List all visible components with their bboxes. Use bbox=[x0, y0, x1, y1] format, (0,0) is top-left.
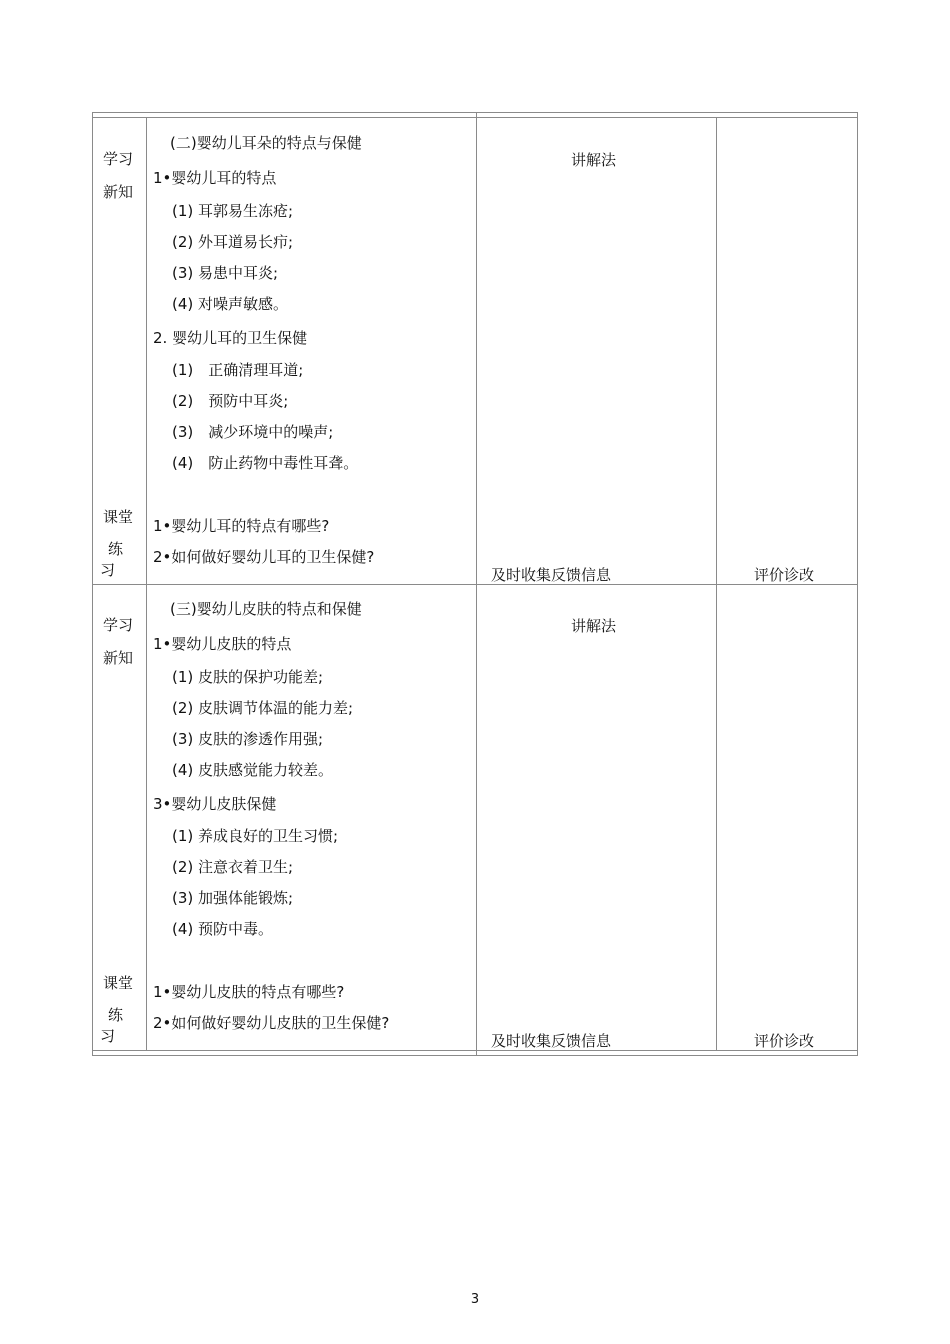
exercise-question: 1•婴幼儿耳的特点有哪些? bbox=[153, 517, 330, 535]
label-study-1: 学习 bbox=[103, 150, 134, 168]
subsection-title: 3•婴幼儿皮肤保健 bbox=[153, 795, 277, 813]
list-item: (4) 皮肤感觉能力较差。 bbox=[172, 761, 334, 779]
table-top-rule bbox=[92, 112, 858, 113]
lesson-table bbox=[92, 112, 858, 1056]
table-bottom-rule bbox=[92, 1055, 858, 1056]
list-item: (1) 耳郭易生冻疮; bbox=[172, 202, 294, 220]
label-study-1: 学习 bbox=[103, 616, 134, 634]
table-top-rule-inner bbox=[92, 117, 858, 118]
feedback-note: 及时收集反馈信息 bbox=[491, 566, 612, 584]
subsection-title: 1•婴幼儿耳的特点 bbox=[153, 169, 277, 187]
subsection-title: 2. 婴幼儿耳的卫生保健 bbox=[153, 329, 308, 347]
column-divider-2 bbox=[476, 112, 477, 1056]
table-right-rule bbox=[857, 112, 858, 1056]
evaluation-note: 评价诊改 bbox=[754, 1032, 815, 1050]
teaching-method: 讲解法 bbox=[571, 151, 617, 169]
label-practice-3: 习 bbox=[100, 561, 116, 579]
list-item: (1) 正确清理耳道; bbox=[172, 361, 304, 379]
label-study-2: 新知 bbox=[103, 649, 134, 667]
label-practice-3: 习 bbox=[100, 1027, 116, 1045]
teaching-method: 讲解法 bbox=[571, 617, 617, 635]
evaluation-note: 评价诊改 bbox=[754, 566, 815, 584]
list-item: (2) 皮肤调节体温的能力差; bbox=[172, 699, 354, 717]
list-item: (2) 注意衣着卫生; bbox=[172, 858, 294, 876]
list-item: (3) 易患中耳炎; bbox=[172, 264, 279, 282]
list-item: (4) 预防中毒。 bbox=[172, 920, 274, 938]
list-item: (3) 减少环境中的噪声; bbox=[172, 423, 334, 441]
list-item: (3) 皮肤的渗透作用强; bbox=[172, 730, 324, 748]
list-item: (4) 防止药物中毒性耳聋。 bbox=[172, 454, 359, 472]
label-practice-2: 练 bbox=[108, 1006, 124, 1024]
subsection-title: 1•婴幼儿皮肤的特点 bbox=[153, 635, 292, 653]
feedback-note: 及时收集反馈信息 bbox=[491, 1032, 612, 1050]
list-item: (1) 皮肤的保护功能差; bbox=[172, 668, 324, 686]
label-practice-1: 课堂 bbox=[103, 508, 134, 526]
row-divider bbox=[92, 584, 858, 585]
label-practice-1: 课堂 bbox=[103, 974, 134, 992]
label-study-2: 新知 bbox=[103, 183, 134, 201]
list-item: (3) 加强体能锻炼; bbox=[172, 889, 294, 907]
table-bottom-rule-inner bbox=[92, 1050, 858, 1051]
list-item: (2) 预防中耳炎; bbox=[172, 392, 289, 410]
exercise-question: 2•如何做好婴幼儿耳的卫生保健? bbox=[153, 548, 375, 566]
label-practice-2: 练 bbox=[108, 540, 124, 558]
column-divider-3 bbox=[716, 117, 717, 1051]
list-item: (1) 养成良好的卫生习惯; bbox=[172, 827, 339, 845]
table-left-rule bbox=[92, 112, 93, 1056]
section-heading: (二)婴幼儿耳朵的特点与保健 bbox=[170, 134, 362, 152]
section-heading: (三)婴幼儿皮肤的特点和保健 bbox=[170, 600, 362, 618]
exercise-question: 2•如何做好婴幼儿皮肤的卫生保健? bbox=[153, 1014, 390, 1032]
column-divider-1 bbox=[146, 117, 147, 1051]
list-item: (4) 对噪声敏感。 bbox=[172, 295, 289, 313]
page-number: 3 bbox=[470, 1292, 480, 1307]
exercise-question: 1•婴幼儿皮肤的特点有哪些? bbox=[153, 983, 345, 1001]
list-item: (2) 外耳道易长疖; bbox=[172, 233, 294, 251]
